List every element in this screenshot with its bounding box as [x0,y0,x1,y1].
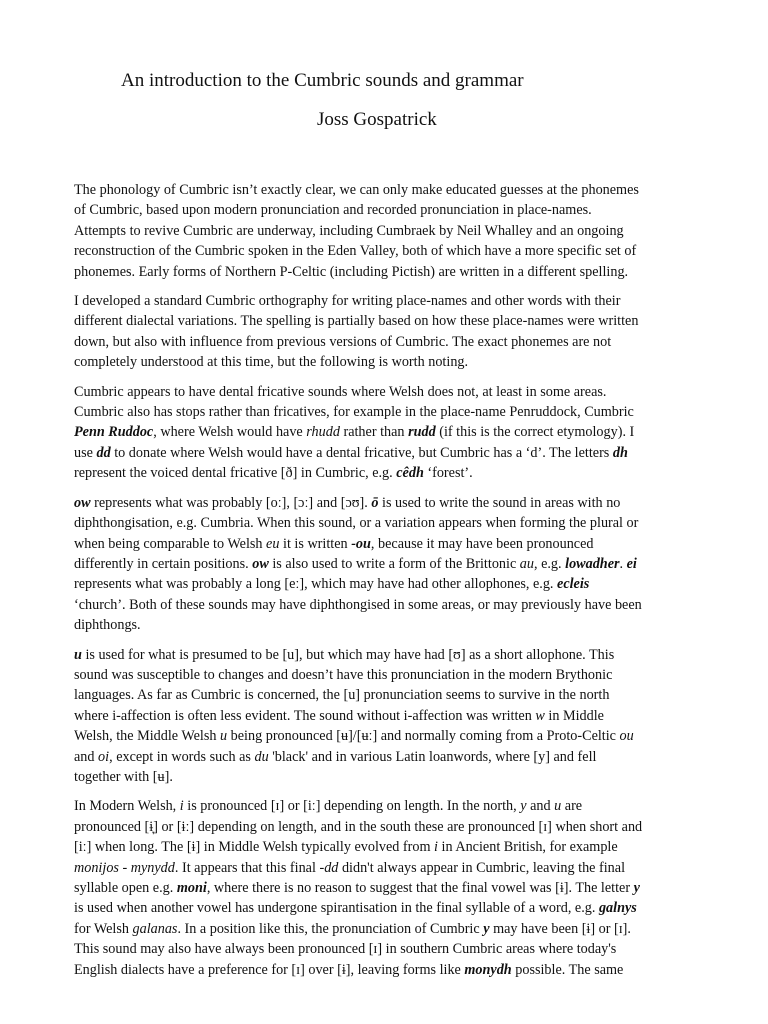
italic-term: galanas [132,920,178,937]
text-run: of Cumbric, based upon modern pronunciation and recorded pronunciation in place-names. [74,202,592,219]
text-run: (if this is the correct etymology). I [435,424,635,441]
bold-italic-term: ei [626,555,637,572]
text-run: . [619,555,627,572]
italic-term: du [254,748,269,765]
text-line [74,574,706,594]
text-run: represents what was probably [oː], [ɔː] and [ɔʊ]. [90,494,372,511]
text-run: reconstruction of the Cumbric spoken in the Eden Valley, both of which have a more specific set of [74,243,637,260]
text-line [74,706,706,726]
text-run: I developed a standard Cumbric orthography for writing place-names and other words with their [74,293,621,310]
text-run: represents what was probably a long [eː], which may have had other allophones, e.g. [74,576,558,593]
text-run: are [561,798,583,815]
text-run: In Modern Welsh, [74,798,180,815]
bold-italic-term: lowadher [565,555,620,572]
text-run: , where there is no reason to suggest that the final vowel was [ɨ]. The letter [206,880,634,896]
text-line [74,311,706,331]
text-run: down, but also with influence from previous versions of Cumbric. The exact phonemes are not [74,333,612,350]
text-run: , e.g. [533,555,566,572]
text-line [74,352,706,372]
text-run: diphthongisation, e.g. Cumbria. When this sound, or a variation appears when forming the plural or [74,515,639,532]
text-line [74,665,706,685]
text-run: use [74,444,97,461]
text-run: Welsh, the Middle Welsh [74,728,221,745]
text-line [74,858,706,878]
text-run: is also used to write a form of the Brittonic [268,555,520,572]
text-run: This sound may also have always been pronounced [ɪ] in southern Cumbric areas where today's [74,941,617,958]
text-run: [iː] when long. The [ɨ] in Middle Welsh typically evolved from [74,839,435,856]
text-run: . In a position like this, the pronunciation of Cumbric [177,920,484,937]
text-run: in Middle [544,707,604,724]
text-run: . It appears that this final [174,859,320,876]
text-line [74,554,706,574]
text-line [74,726,706,746]
text-run: Cumbric also has stops rather than fricatives, for example in the place-name Penruddock, Cumbric [74,404,634,421]
text-line [74,595,706,615]
bold-italic-term: monydh [464,961,512,978]
text-line [74,180,706,200]
text-line [74,422,706,442]
text-line [74,262,706,282]
text-run: sound was susceptible to changes and doesn’t have this pronunciation in the modern Brythonic [74,666,613,683]
bold-italic-term: ecleis [557,576,590,593]
text-line [74,200,706,220]
text-run: rather than [339,424,409,441]
text-line [74,513,706,533]
text-line [74,817,706,837]
bold-italic-term: dh [612,444,628,461]
paragraph [74,382,706,484]
text-line [74,767,706,787]
text-run: 'black' and in various Latin loanwords, where [y] and fell [268,748,597,765]
italic-term: au [519,555,534,572]
text-run: syllable open e.g. [74,880,177,896]
text-run: is used to write the sound in areas with no [378,494,621,511]
text-line [74,878,706,898]
text-line [74,939,706,959]
bold-italic-term: cêdh [396,465,424,482]
italic-term: rhudd [306,424,340,441]
italic-term: u [554,798,562,815]
paragraph [74,796,706,980]
text-run: being pronounced [ʉ]/[ʉː] and normally coming from a Proto-Celtic [227,728,620,745]
italic-term: -dd [319,859,339,876]
italic-term: u [220,728,228,745]
text-line [74,960,706,980]
text-run: where i-affection is often less evident. The sound without i-affection was written [74,707,536,724]
text-line [74,463,706,483]
bold-italic-term: galnys [598,900,637,917]
text-run: it is written [279,535,352,552]
text-run: diphthongs. [74,617,141,634]
text-run: Cumbric appears to have dental fricative sounds where Welsh does not, at least in some areas. [74,383,607,400]
document-author: Joss Gospatrick [317,109,437,130]
text-run: , where Welsh would have [153,424,307,441]
text-line [74,382,706,402]
paragraph [74,180,706,282]
text-line [74,796,706,816]
text-run: is used when another vowel has undergone spirantisation in the final syllable of a word, e.g. [74,900,599,917]
text-line [74,332,706,352]
text-run: , except in words such as [109,748,255,765]
text-line [74,919,706,939]
text-run: Attempts to revive Cumbric are underway, including Cumbraek by Neil Whalley and an ongoing [74,222,624,239]
text-run: ‘forest’. [423,465,473,482]
italic-term: i [434,839,438,856]
text-run: for Welsh [74,920,133,937]
italic-term: i [179,798,184,815]
text-line [74,747,706,767]
bold-italic-term: ow [74,494,91,511]
paragraph [74,645,706,788]
bold-italic-term: u [74,646,82,663]
text-run: didn't always appear in Cumbric, leaving the final [338,859,626,876]
text-run: completely understood at this time, but the following is worth noting. [74,354,469,371]
text-run: in Ancient British, for example [438,839,618,856]
document-title: An introduction to the Cumbric sounds and grammar [121,70,524,91]
bold-italic-term: Penn Ruddoc [74,424,154,441]
text-line [74,493,706,513]
text-run: ‘church’. Both of these sounds may have diphthongised in some areas, or may previously have been [74,596,642,613]
text-line [74,615,706,635]
bold-italic-term: ow [252,555,269,572]
text-line [74,534,706,554]
text-line [74,402,706,422]
text-run: languages. As far as Cumbric is concerned, the [u] pronunciation seems to survive in the north [74,687,610,704]
text-run: pronounced [ɨ̞] or [ɨː] depending on length, and in the south these are pronounced [ɪ] when short and [74,818,643,835]
text-run: different dialectal variations. The spelling is partially based on how these place-names were written [74,313,639,330]
italic-term: y [520,798,527,815]
italic-term: monijos - mynydd [74,859,175,876]
bold-italic-term: moni [176,880,207,896]
bold-italic-term: dd [96,444,111,461]
text-run: to donate where Welsh would have a dental fricative, but Cumbric has a ‘d’. The letters [110,444,613,461]
text-run: The phonology of Cumbric isn’t exactly clear, we can only make educated guesses at the phonemes [74,182,639,198]
text-run: when being comparable to Welsh [74,535,267,552]
bold-italic-term: y [483,920,490,937]
text-run: differently in certain positions. [74,555,253,572]
document-body [74,180,706,989]
text-run: possible. The same [511,961,624,978]
paragraph [74,291,706,373]
text-run: and [526,798,555,815]
italic-term: w [535,707,545,724]
text-run: together with [ʉ]. [74,768,173,785]
bold-italic-term: -ou [351,535,371,552]
text-line [74,898,706,918]
text-line [74,221,706,241]
bold-italic-term: ō [371,494,379,511]
text-line [74,291,706,311]
text-run: represent the voiced dental fricative [ð] in Cumbric, e.g. [74,465,397,482]
text-run: , because it may have been pronounced [370,535,594,552]
text-run: phonemes. Early forms of Northern P-Celtic (including Pictish) are written in a different spelling. [74,263,629,280]
bold-italic-term: y [633,880,640,896]
text-run: and [74,748,99,765]
text-line [74,443,706,463]
bold-italic-term: rudd [408,424,436,441]
text-run: is used for what is presumed to be [u], but which may have had [ʊ] as a short allophone. This [81,646,615,663]
italic-term: ou [619,728,634,745]
text-run: English dialects have a preference for [ɪ] over [ɨ], leaving forms like [74,961,465,978]
text-run: may have been [ɨ] or [ɪ]. [489,920,631,937]
paragraph [74,493,706,636]
text-line [74,685,706,705]
italic-term: eu [266,535,280,552]
text-line [74,837,706,857]
text-run: is pronounced [ɪ] or [iː] depending on length. In the north, [183,798,521,815]
text-line [74,645,706,665]
text-line [74,241,706,261]
italic-term: oi [98,748,110,765]
